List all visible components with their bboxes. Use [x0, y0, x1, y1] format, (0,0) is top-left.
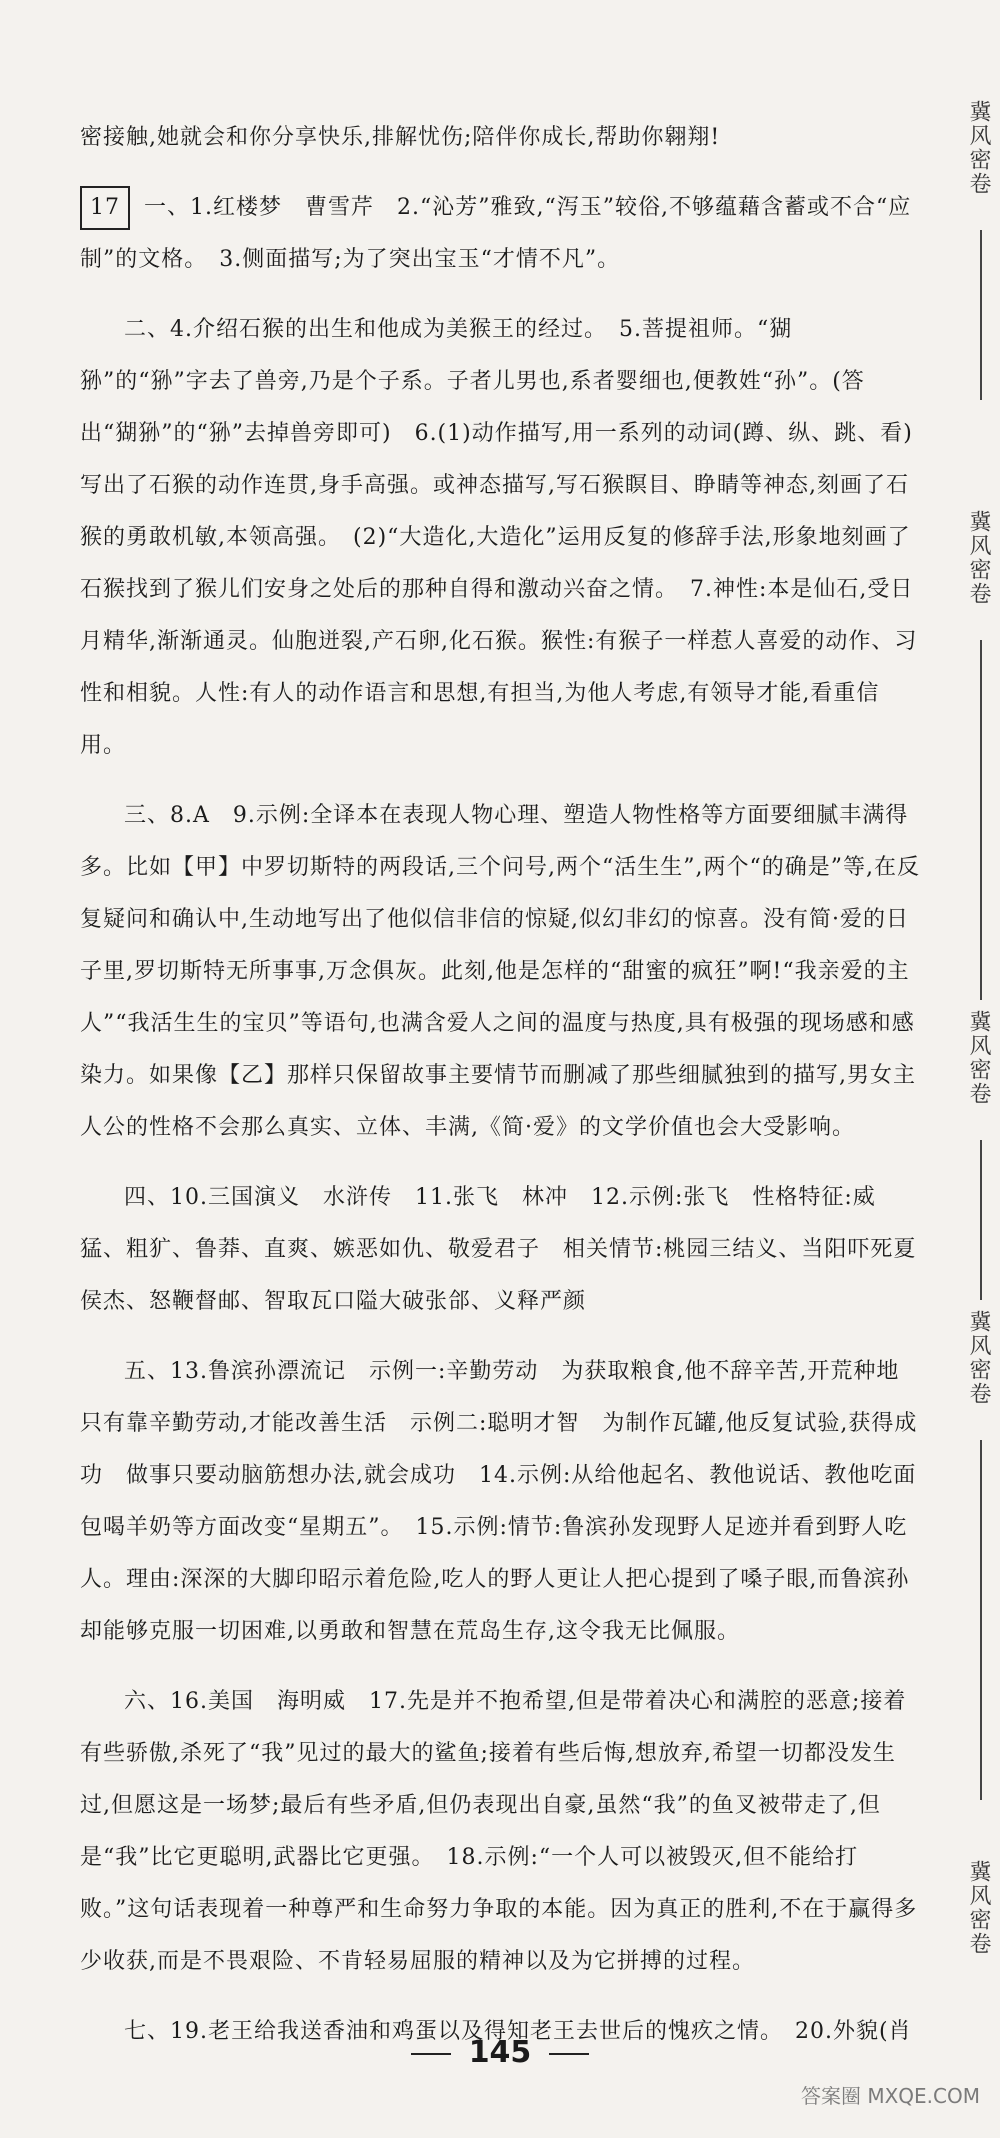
margin-divider — [980, 640, 982, 1000]
answer-text — [80, 112, 920, 2076]
paragraph-section-6: 六、16.美国 海明威 17.先是并不抱希望,但是带着决心和满腔的恶意;接着有些骄傲,杀死了“我”见过的最大的鲨鱼;接着有些后悔,想放弃,希望一切都没发生过,但愿这是一场梦;最后有些矛盾,但仍表现出自豪,虽然“我”的鱼叉被带走了,但是“我”比它更聪明,武器比它更强。 18.示例:“一个人可以被毁灭,但不能给打败。”这句话表现着一种尊严和生命努力争取的本能。因为真正的胜利,不在于赢得多少收获,而是不畏艰险、不肯轻易屈服的精神以及为它拼搏的过程。 — [80, 1689, 918, 1974]
margin-strip — [964, 100, 1000, 2000]
paragraph-section-7: 七、19.老王给我送香油和鸡蛋以及得知老王去世后的愧疚之情。 20.外貌(肖 — [124, 2019, 912, 2044]
paragraph-continuation: 密接触,她就会和你分享快乐,排解忧伤;陪伴你成长,帮助你翱翔! — [80, 125, 721, 150]
margin-divider — [980, 1440, 982, 1800]
margin-mark: 冀风密卷 — [966, 1860, 991, 1956]
watermark: 答案圈 MXQE.COM — [800, 2084, 980, 2108]
page-number-value: 145 — [468, 2035, 532, 2070]
paragraph-section-5a: 五、13.鲁滨孙漂流记 示例一:辛勤劳动 为获取粮食,他不辞辛苦,开荒种地 — [124, 1359, 900, 1384]
page-number — [0, 2035, 1000, 2070]
question-number-box: 17 — [80, 186, 130, 230]
margin-mark: 冀风密卷 — [966, 100, 991, 196]
page-number-dash — [411, 2053, 451, 2055]
paragraph-section-3: 三、8.A 9.示例:全译本在表现人物心理、塑造人物性格等方面要细腻丰满得多。比如【甲】中罗切斯特的两段话,三个问号,两个“活生生”,两个“的确是”等,在反复疑问和确认中,生动地写出了他似信非信的惊疑,似幻非幻的惊喜。没有简·爱的日子里,罗切斯特无所事事,万念俱灰。此刻,他是怎样的“甜蜜的疯狂”啊!“我亲爱的主人”“我活生生的宝贝”等语句,也满含爱人之间的温度与热度,具有极强的现场感和感染力。如果像【乙】那样只保留故事主要情节而删减了那些细腻独到的描写,男女主人公的性格不会那么真实、立体、丰满,《简·爱》的文学价值也会大受影响。 — [80, 803, 920, 1140]
paragraph-section-2: 二、4.介绍石猴的出生和他成为美猴王的经过。 5.菩提祖师。“猢狲”的“狲”字去了兽旁,乃是个子系。子者儿男也,系者婴细也,便教姓“孙”。(答出“猢狲”的“狲”去掉兽旁即可) 6.(1)动作描写,用一系列的动词(蹲、纵、跳、看)写出了石猴的动作连贯,身手高强。或神态描写,写石猴瞑目、睁睛等神态,刻画了石猴的勇敢机敏,本领高强。 (2)“大造化,大造化”运用反复的修辞手法,形象地刻画了石猴找到了猴儿们安身之处后的那种自得和激动兴奋之情。 7.神性:本是仙石,受日月精华,渐渐通灵。仙胞迸裂,产石卵,化石猴。猴性:有猴子一样惹人喜爱的动作、习性和相貌。人性:有人的动作语言和思想,有担当,为他人考虑,有领导才能,看重信用。 — [80, 317, 918, 758]
paragraph-section-5b: 只有靠辛勤劳动,才能改善生活 示例二:聪明才智 为制作瓦罐,他反复试验,获得成功 做事只要动脑筋想办法,就会成功 14.示例:从给他起名、教他说话、教他吃面包喝羊奶等方面改变“星期五”。 15.示例:情节:鲁滨孙发现野人足迹并看到野人吃人。理由:深深的大脚印昭示着危险,吃人的野人更让人把心提到了嗓子眼,而鲁滨孙却能够克服一切困难,以勇敢和智慧在荒岛生存,这令我无比佩服。 — [80, 1411, 918, 1644]
page-number-dash — [549, 2053, 589, 2055]
paragraph-question-17 — [80, 182, 920, 286]
margin-mark: 冀风密卷 — [966, 1310, 991, 1406]
paragraph-section-4: 四、10.三国演义 水浒传 11.张飞 林冲 12.示例:张飞 性格特征:威猛、粗犷、鲁莽、直爽、嫉恶如仇、敬爱君子 相关情节:桃园三结义、当阳吓死夏侯杰、怒鞭督邮、智取瓦口隘大破张郃、义释严颜 — [80, 1185, 917, 1314]
margin-mark: 冀风密卷 — [966, 510, 991, 606]
paragraph-section-1: 一、1.红楼梦 曹雪芹 2.“沁芳”雅致,“泻玉”较俗,不够蕴藉含蓄或不合“应制”的文格。 3.侧面描写;为了突出宝玉“才情不凡”。 — [80, 195, 912, 272]
margin-divider — [980, 230, 982, 400]
margin-divider — [980, 1140, 982, 1300]
margin-mark: 冀风密卷 — [966, 1010, 991, 1106]
